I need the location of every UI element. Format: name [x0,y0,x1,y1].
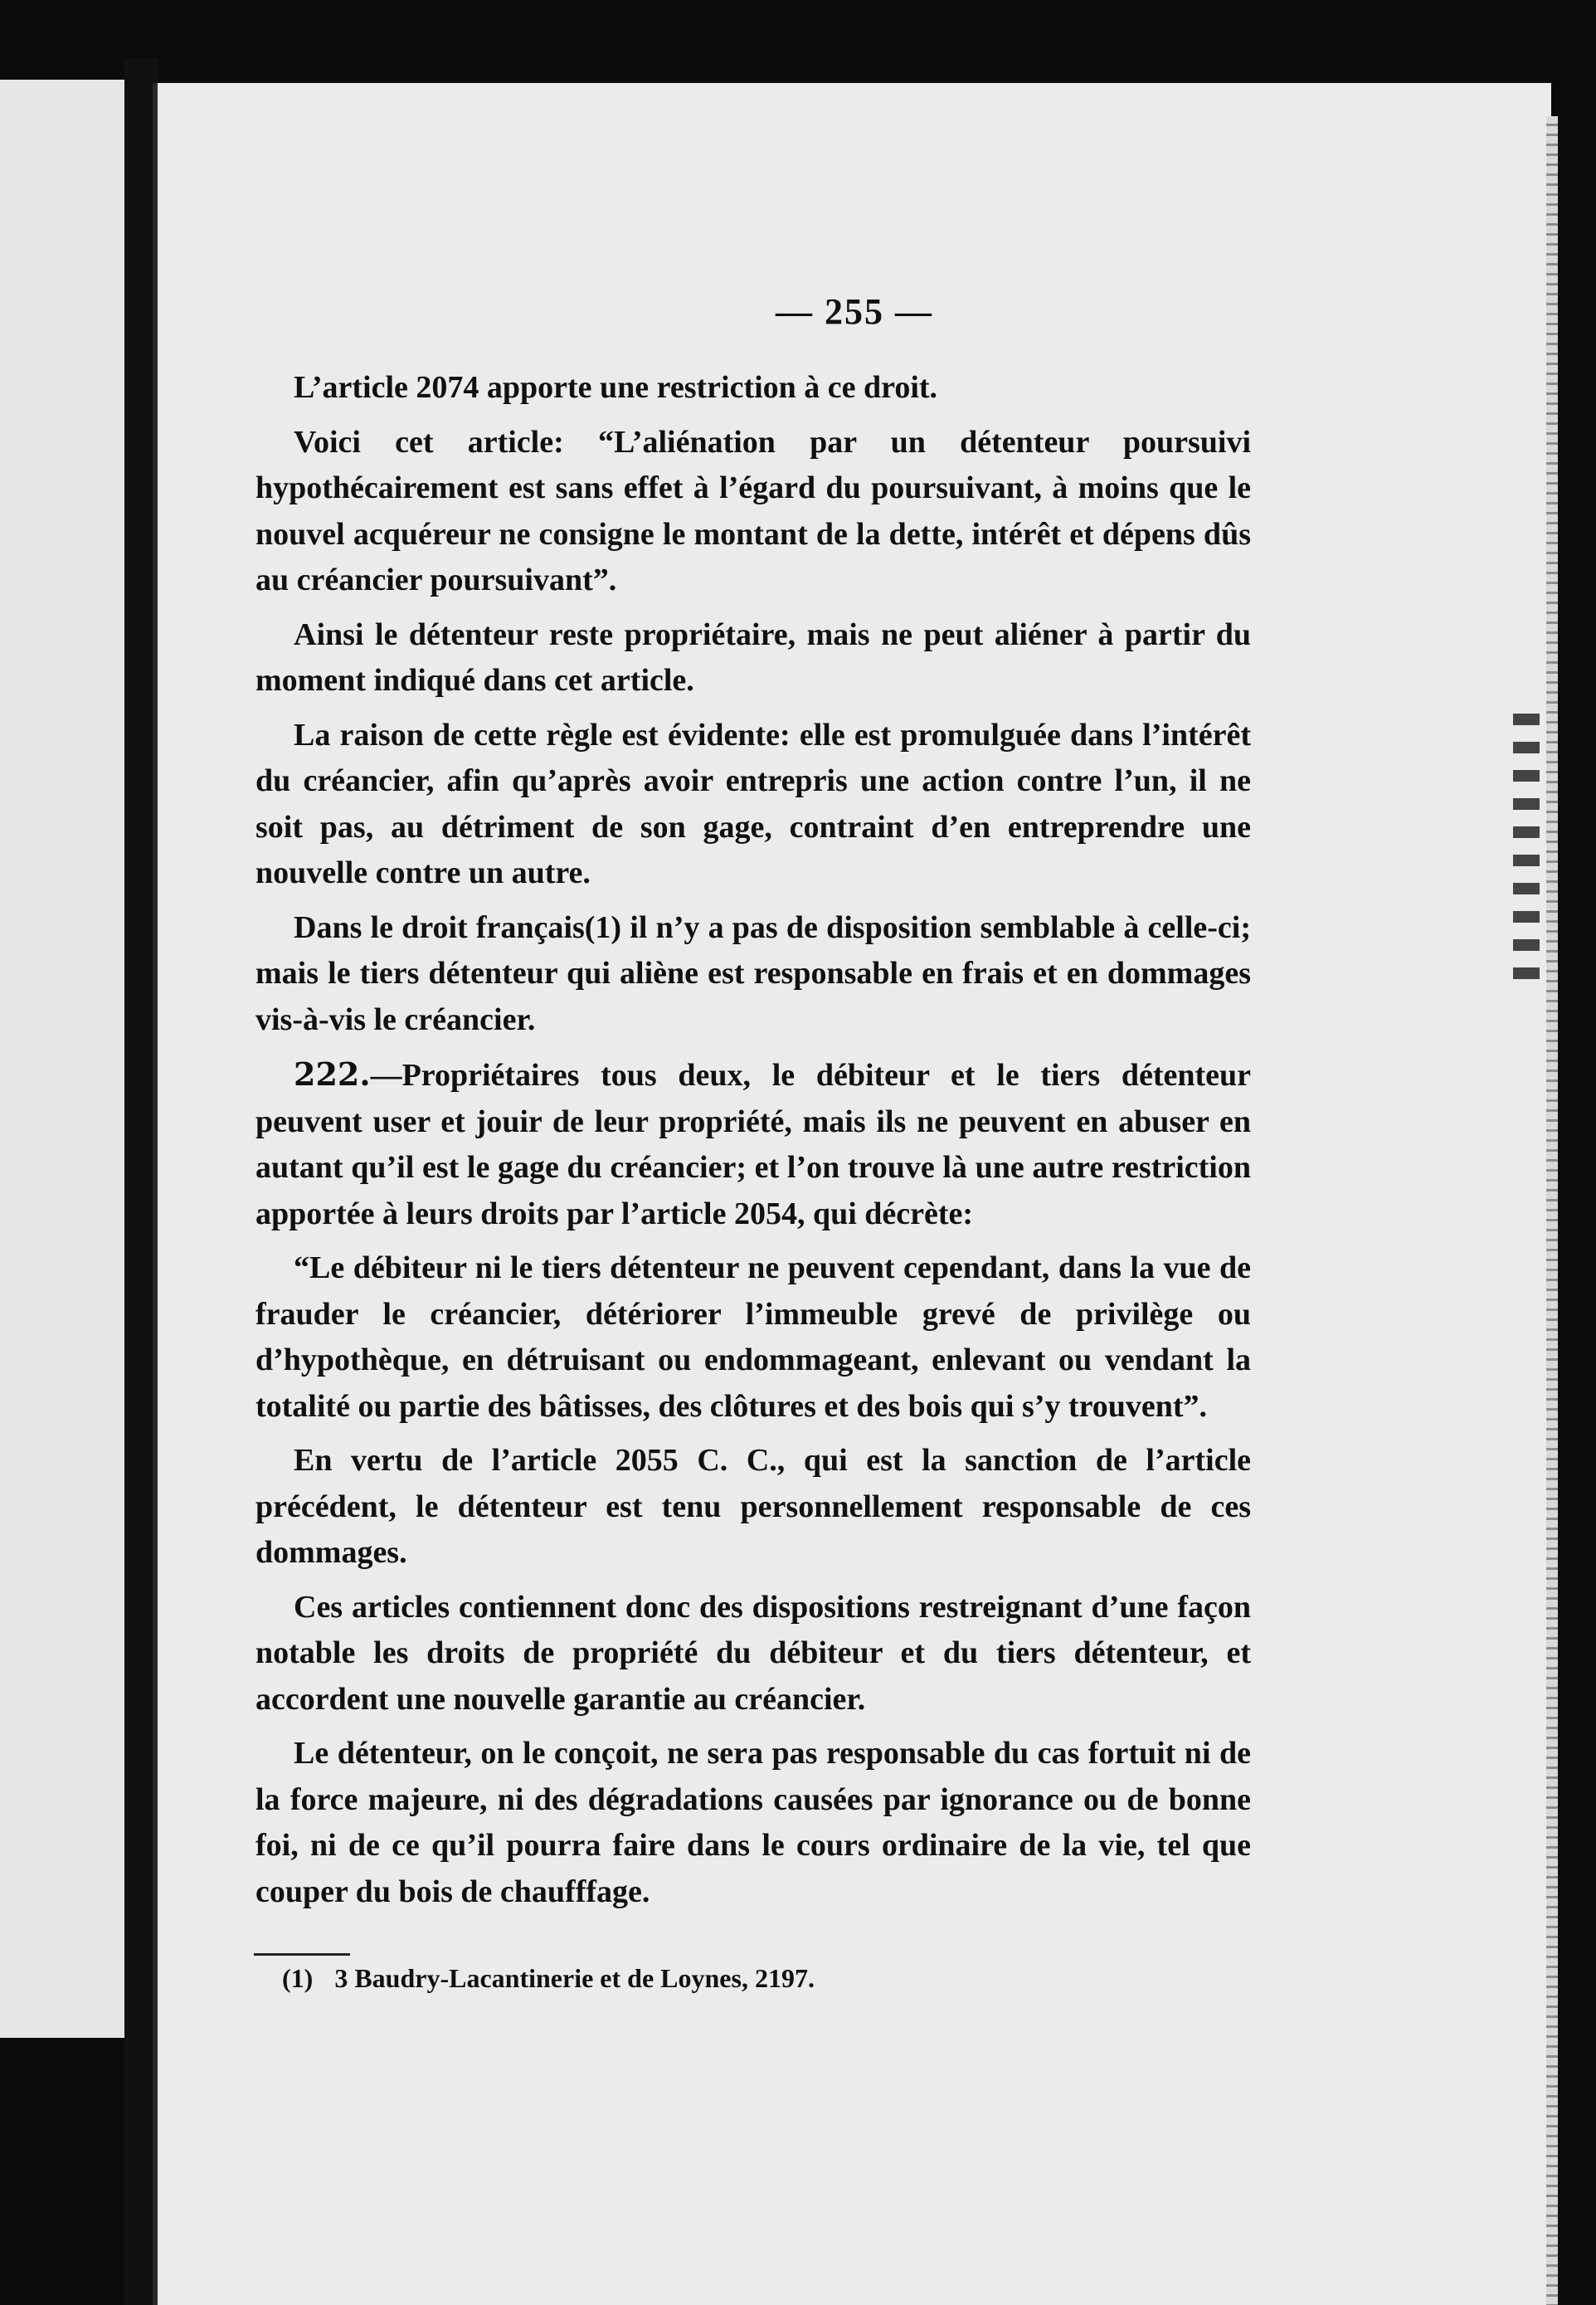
paragraph-number: 222. [294,1055,371,1093]
book-page [153,83,1551,2305]
page-number: — 255 — [776,291,933,332]
footnote-text: 3 Baudry-Lacantinerie et de Loynes, 2197. [334,1963,815,1993]
footnote-marker: (1) [282,1963,314,1993]
paragraph: Dans le droit français(1) il n’y a pas de disposition semblable à celle-ci; mais le tiers détenteur qui aliène est responsable en frais et en dommages vis-à-vis le créancier. [255,909,1251,1037]
paragraph: Ainsi le détenteur reste propriétaire, mais ne peut aliéner à partir du moment indiqué dans cet article. [255,616,1251,698]
paragraph: “Le débiteur ni le tiers détenteur ne peuvent cependant, dans la vue de frauder le créancier, détériorer l’immeuble grevé de privilège ou d’hypothèque, en détruisant ou endommageant, enlevant ou vendant la totalité ou partie des bâtisses, des clôtures et des bois qui s’y trouvent”. [255,1250,1251,1424]
body-text [255,365,1251,1923]
adjacent-page-edge [0,80,127,2038]
scan-edge-marks [1513,714,1540,979]
paragraph: Ces articles contiennent donc des dispositions restreignant d’une façon notable les droits de propriété du débiteur et du tiers détenteur, et accordent une nouvelle garantie au créancier. [255,1589,1251,1717]
footnote [282,1960,1195,1996]
page-stack-edge [1546,116,1558,2305]
paragraph: Le détenteur, on le conçoit, ne sera pas responsable du cas fortuit ni de la force majeure, ni des dégradations causées par ignorance ou de bonne foi, ni de ce qu’il pourra faire dans le cours ordinaire de la vie, tel que couper du bois de chaufffage. [255,1736,1251,1909]
paragraph-222: 222.—Propriétaires tous deux, le débiteur et le tiers détenteur peuvent user et jouir de leur propriété, mais ils ne peuvent en abuser en autant qu’il est le gage du créancier; et l’on trouve là une autre restriction apportée à leurs droits par l’article 2054, qui décrète: [255,1055,1251,1231]
paragraph: La raison de cette règle est évidente: elle est promulguée dans l’intérêt du créancier, afin qu’après avoir entrepris une action contre l’un, il ne soit pas, au détriment de son gage, contraint d’en entreprendre une nouvelle contre un autre. [255,717,1251,890]
paragraph: Voici cet article: “L’aliénation par un détenteur poursuivi hypothécairement est sans effet à l’égard du poursuivant, à moins que le nouvel acquéreur ne consigne le montant de la dette, intérêt et dépens dûs au créancier poursuivant”. [255,424,1251,597]
paragraph: L’article 2074 apporte une restriction à ce droit. [294,370,938,405]
paragraph: En vertu de l’article 2055 C. C., qui est la sanction de l’article précédent, le détenteur est tenu personnellement responsable de ces dommages. [255,1443,1251,1570]
footnote-rule [254,1953,350,1956]
